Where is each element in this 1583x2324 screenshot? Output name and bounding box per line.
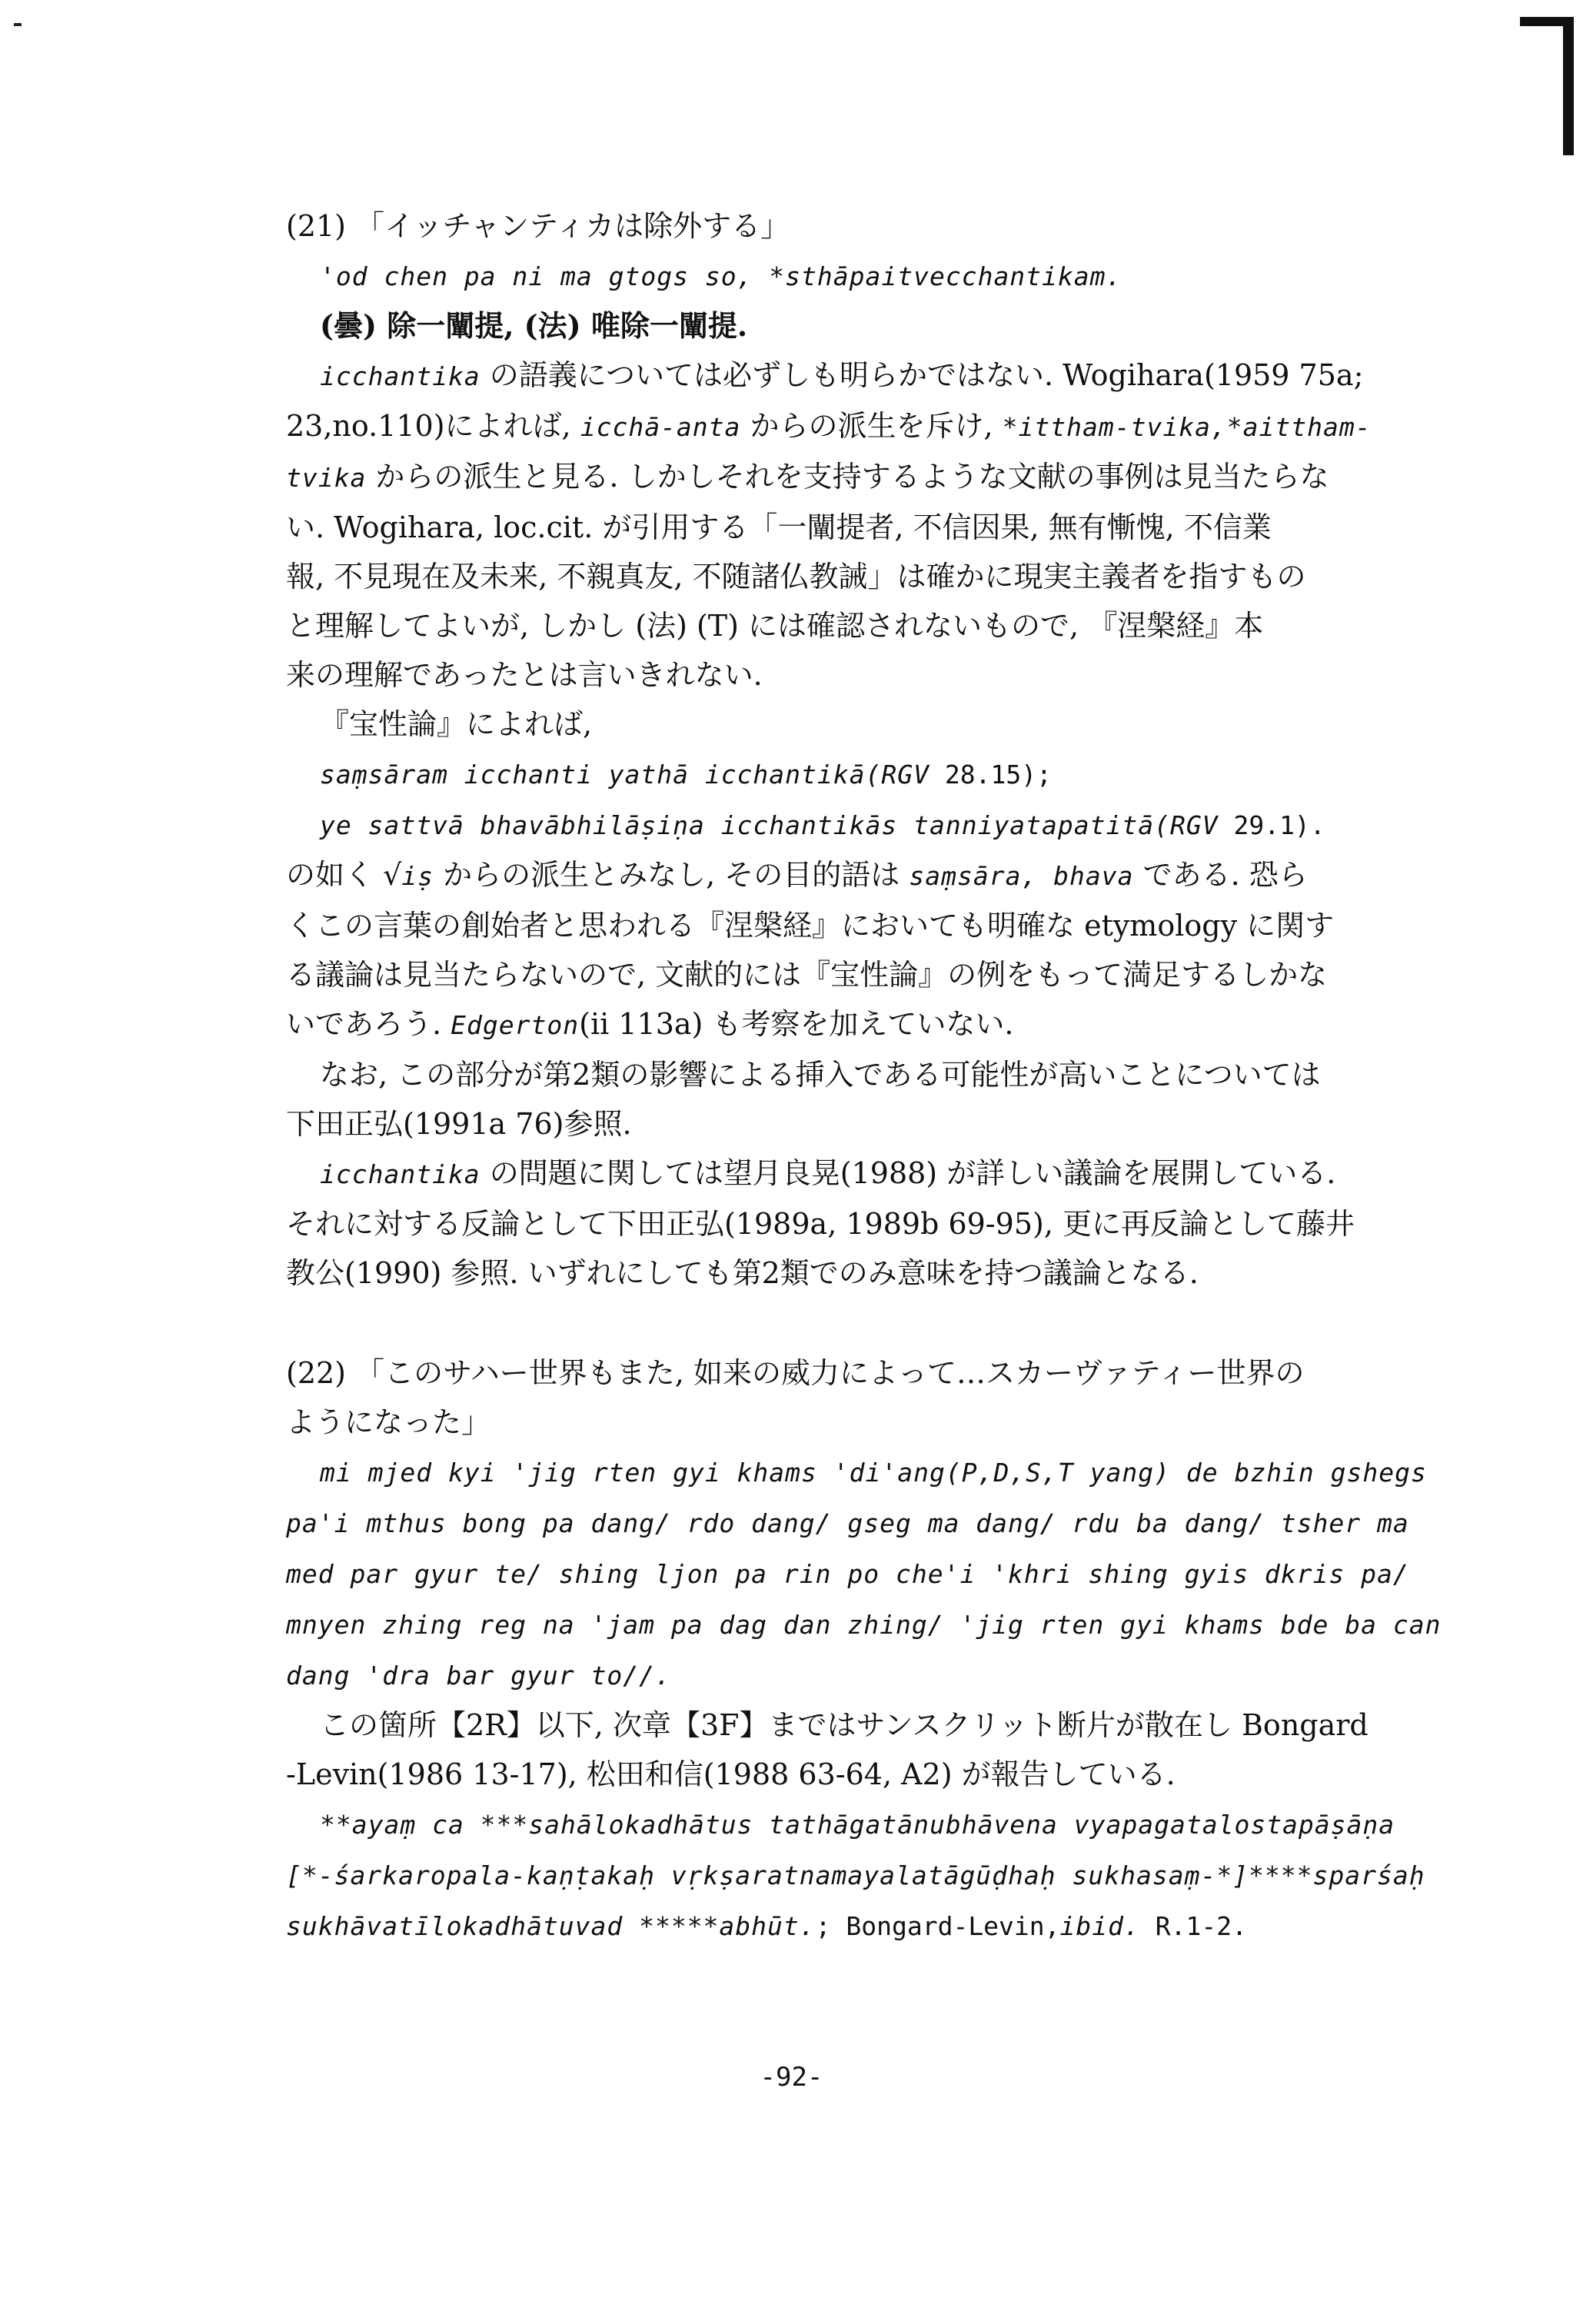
note-22-tibetan-line1: mi mjed kyi 'jig rten gyi khams 'di'ang(P,D,S,T yang) de bzhin gshegs	[320, 1458, 1427, 1488]
note-21-para4-line1: icchantika の問題に関しては望月良晃(1988) が詳しい議論を展開している.	[320, 1156, 1336, 1190]
note-21-para1-line5: 報, 不見現在及未来, 不親真友, 不随諸仏教誡」は確かに現実主義者を指すもの	[286, 560, 1306, 593]
note-21-para1-line1: icchantika の語義については必ずしも明らかではない. Wogihara(1959 75a;	[320, 358, 1364, 392]
note-21-para4-line2: それに対する反論として下田正弘(1989a, 1989b 69-95), 更に再反論として藤井	[286, 1207, 1355, 1241]
crop-mark	[1563, 17, 1574, 155]
note-21-para2-intro: 『宝性論』によれば,	[320, 707, 593, 741]
note-22-tibetan-line4: mnyen zhing reg na 'jam pa dag dan zhing/ 'jig rten gyi khams bde ba can	[286, 1610, 1442, 1640]
note-21-para1-line7: 来の理解であったとは言いきれない.	[286, 658, 763, 692]
note-21-para1-line3: tvika からの派生と見る. しかしそれを支持するような文献の事例は見当たらな	[286, 460, 1329, 494]
note-22-tibetan-line3: med par gyur te/ shing ljon pa rin po che'i 'khri shing gyis dkris pa/	[286, 1559, 1409, 1589]
note-22-tibetan-line2: pa'i mthus bong pa dang/ rdo dang/ gseg ma dang/ rdu ba dang/ tsher ma	[286, 1508, 1409, 1538]
note-22-para1-line2: -Levin(1986 13-17), 松田和信(1988 63-64, A2) が報告している.	[286, 1757, 1176, 1791]
note-21-para2-line4: いであろう. Edgerton(ii 113a) も考察を加えていない.	[286, 1007, 1014, 1041]
scan-speck	[14, 23, 22, 26]
note-21-para1-line6: と理解してよいが, しかし (法) (T) には確認されないもので, 『涅槃経』本	[286, 609, 1264, 643]
sanskrit-fragment-line2: [*-śarkaropala-kaṇṭakaḥ vṛkṣaratnamayalatāgūḍhaḥ sukhasaṃ-*]****sparśaḥ	[286, 1860, 1425, 1890]
page-body	[286, 201, 1474, 1951]
tibetan-text: 'od chen pa ni ma gtogs so, *sthāpaitvecchantikam.	[320, 261, 1122, 291]
rgv-quote-2: ye sattvā bhavābhilāṣiṇa icchantikās tanniyatapatitā(RGV 29.1).	[320, 810, 1325, 840]
sanskrit-fragment-line1: **ayaṃ ca ***sahālokadhātus tathāgatānubhāvena vyapagatalostapāṣāṇa	[320, 1810, 1395, 1840]
note-22-heading-line1: (22) 「このサハー世界もまた, 如来の威力によって…スカーヴァティー世界の	[286, 1356, 1305, 1390]
note-22-tibetan-line5: dang 'dra bar gyur to//.	[286, 1661, 671, 1691]
note-21-chinese: (曇) 除一闡提, (法) 唯除一闡提.	[320, 308, 748, 343]
note-22-para1-line1: この箇所【2R】以下, 次章【3F】まではサンスクリット断片が散在し Bongard	[320, 1708, 1368, 1742]
note-21-para4-line3: 教公(1990) 参照. いずれにしても第2類でのみ意味を持つ議論となる.	[286, 1256, 1199, 1290]
note-21-para2-line3: る議論は見当たらないので, 文献的には『宝性論』の例をもって満足するしかな	[286, 958, 1328, 992]
note-21-para3-line2: 下田正弘(1991a 76)参照.	[286, 1107, 632, 1141]
rgv-quote-1: saṃsāram icchanti yathā icchantikā(RGV 28.15);	[320, 760, 1052, 790]
note-21-heading: (21) 「イッチャンティカは除外する」	[286, 209, 790, 243]
note-21-para2-line1: の如く √iṣ からの派生とみなし, その目的語は saṃsāra, bhava である. 恐ら	[286, 858, 1308, 892]
sanskrit-fragment-line3: sukhāvatīlokadhātuvad *****abhūt.; Bongard-Levin,ibid. R.1-2.	[286, 1911, 1247, 1941]
note-21-para1-line4: い. Wogihara, loc.cit. が引用する「一闡提者, 不信因果, 無有慚愧, 不信業	[286, 510, 1272, 544]
note-21-para2-line2: くこの言葉の創始者と思われる『涅槃経』においても明確な etymology に関す	[286, 909, 1335, 943]
section-gap	[286, 1298, 1474, 1348]
note-21-tibetan	[286, 251, 1474, 301]
page-number: -92-	[760, 2062, 823, 2093]
note-21-para3-line1: なお, この部分が第2類の影響による挿入である可能性が高いことについては	[320, 1058, 1321, 1092]
note-21-para1-line2: 23,no.110)によれば, icchā-anta からの派生を斥け, *ittham-tvika,*aittham-	[286, 409, 1372, 443]
note-22-heading-line2: ようになった」	[286, 1405, 491, 1439]
